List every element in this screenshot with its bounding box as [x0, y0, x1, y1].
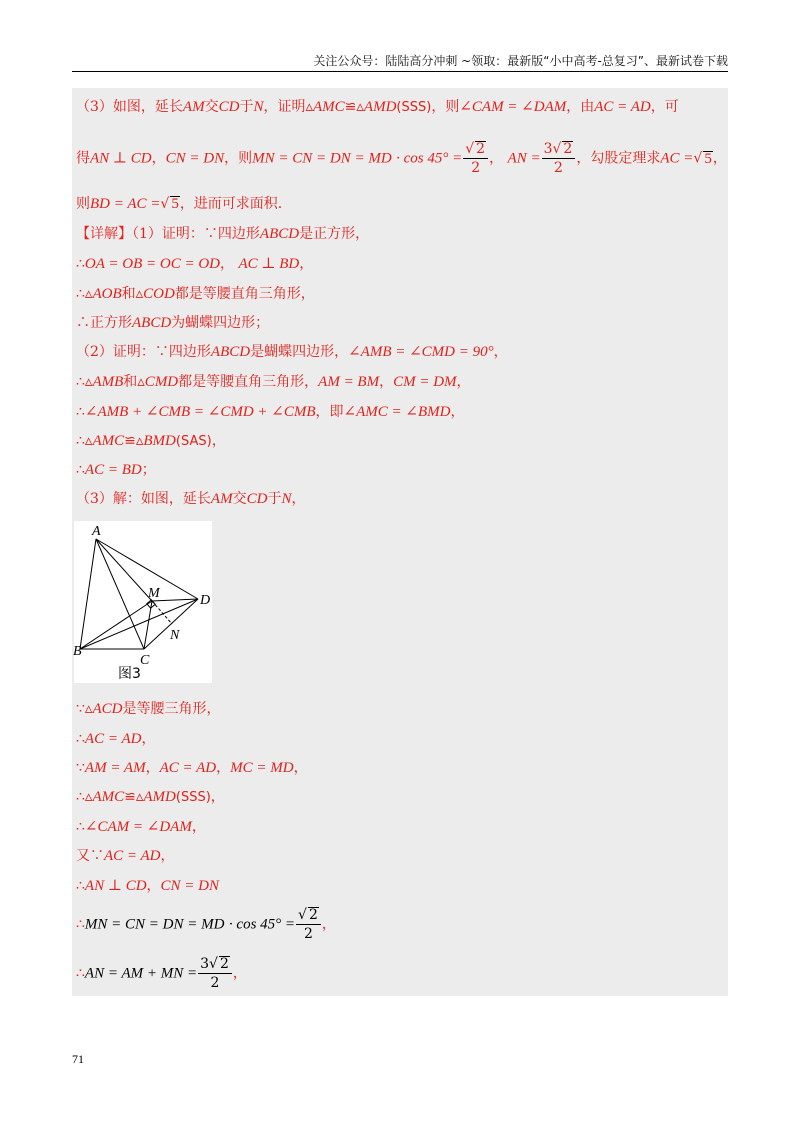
figure-svg	[74, 521, 212, 683]
therefore-symbol: ∴	[76, 286, 85, 302]
equation: AN = AM + MN =	[84, 965, 198, 982]
text: （3）解：如图，延长	[76, 491, 211, 507]
solution-line-9	[76, 459, 724, 479]
segment-ab	[80, 539, 96, 649]
equation: MN = CN = DN = MD	[252, 150, 392, 167]
criterion-label: (SAS)	[175, 434, 212, 449]
radicand: 5	[704, 150, 712, 167]
segment-label: CD	[246, 491, 268, 507]
equation: AC = AD	[594, 99, 651, 115]
header-divider	[72, 71, 728, 72]
fraction: $\frac{3√ 2}{2}$	[198, 955, 232, 992]
segment-ad	[96, 539, 198, 599]
triangle-label: ▵AMB	[84, 374, 124, 390]
coefficient: 3	[200, 956, 210, 972]
geometry-figure	[74, 521, 212, 683]
triangle-label: ▵CMD	[137, 374, 179, 390]
hint-text: ，由	[566, 99, 595, 115]
therefore-symbol: ∴	[76, 789, 85, 805]
separator: ，	[210, 789, 225, 805]
equation: AC = AD	[84, 731, 142, 747]
perpendicular-statement: AN ⊥ CD	[84, 878, 147, 894]
denominator: 2	[554, 160, 563, 176]
congruent-symbol: ≌	[124, 433, 136, 449]
shape-label: ABCD	[132, 315, 172, 331]
hint-line-2: 得AN ⊥ CD，CN = DN，则MN = CN = DN = MD · cos 45° = $\frac{√ 2}{2}$ ， AN = $\frac{3√ 2}{2}$ ，勾股定理求AC =√ 5，	[76, 141, 727, 176]
solution-line-10	[76, 488, 724, 508]
triangle-label: ▵AMC	[305, 99, 345, 115]
text: 和	[121, 286, 136, 302]
equation: MC = MD	[230, 760, 294, 776]
separator: ，	[321, 916, 336, 933]
separator: ，	[146, 878, 161, 894]
therefore-symbol: ∴	[76, 404, 85, 420]
triangle-label: ▵AMD	[356, 99, 397, 115]
segment-label: AM	[210, 491, 233, 507]
denominator: 2	[471, 160, 481, 176]
denominator: 2	[304, 926, 313, 942]
triangle-label: ▵BMD	[135, 433, 176, 449]
equation: MN = CN = DN = MD	[84, 916, 225, 933]
therefore-symbol: ∴	[76, 462, 85, 478]
cont-line-7	[76, 875, 724, 895]
separator: ，	[456, 374, 471, 390]
separator: ，	[450, 404, 465, 420]
perpendicular-statement: AN ⊥ CD	[90, 150, 152, 167]
radicand: 2	[476, 141, 486, 157]
separator: ，	[191, 819, 206, 835]
triangle-label: ▵ACD	[84, 701, 123, 717]
separator: ，	[141, 731, 156, 747]
text: 为蝴蝶四边形；	[171, 315, 270, 331]
separator: ，	[712, 150, 727, 167]
equation: AC = AD	[104, 848, 161, 864]
therefore-symbol: ∴	[76, 256, 85, 272]
therefore-symbol: ∴	[76, 374, 85, 390]
angle-equation: ∠AMB = ∠CMD = 90°	[348, 344, 494, 360]
hint-text: 于	[239, 99, 254, 115]
cont-line-1	[76, 698, 724, 718]
because-symbol: ∵	[76, 701, 85, 717]
angle-equation: ∠CAM = ∠DAM	[84, 819, 192, 835]
hint-text: ，则	[224, 150, 253, 167]
angle-equation: ∠CAM = ∠DAM	[459, 99, 567, 115]
text: 都是等腰直角三角形，	[178, 374, 319, 390]
hint-text: ，勾股定理求	[576, 150, 661, 167]
cont-line-8	[76, 906, 724, 943]
cosine-expression: · cos 45° =	[396, 150, 463, 167]
text: 是蝴蝶四边形，	[250, 344, 349, 360]
hint-line-3: 则BD = AC =√ 5，进而可求面积.	[76, 196, 283, 212]
point-label: N	[253, 99, 264, 115]
page-header: 关注公众号：陆陆高分冲刺 ~领取：最新版“小中高考-总复习”、最新试卷下载	[313, 54, 728, 68]
separator: ，	[151, 150, 166, 167]
separator: ，	[489, 150, 504, 167]
cont-line-3	[76, 757, 724, 777]
hint-text: 则	[76, 196, 90, 212]
detail-tag: 【详解】	[76, 226, 132, 242]
point-label: N	[281, 491, 292, 507]
equation: AC =	[660, 150, 694, 167]
perpendicular-statement: AC ⊥ BD	[238, 256, 300, 272]
separator: ，	[493, 344, 508, 360]
label-point-d: D	[200, 593, 211, 608]
therefore-symbol: ∴	[76, 916, 85, 933]
separator: ，	[291, 491, 306, 507]
separator: ，	[232, 965, 247, 982]
solution-line-5	[76, 341, 724, 361]
radicand: 2	[563, 141, 573, 157]
segment-bd	[80, 599, 198, 649]
separator: ，	[299, 256, 314, 272]
text: 交	[232, 491, 247, 507]
because-symbol: ∵	[76, 760, 85, 776]
equation: AM = AM	[84, 760, 146, 776]
cont-line-4	[76, 786, 724, 806]
solution-line-7	[76, 401, 724, 421]
shape-label: ABCD	[259, 226, 300, 242]
hint-text: ，则	[431, 99, 460, 115]
solution-line-6	[76, 371, 724, 391]
coefficient: 3	[543, 141, 553, 157]
label-point-b: B	[73, 644, 82, 659]
therefore-symbol: ∴	[76, 819, 85, 835]
text: 都是等腰直角三角形，	[174, 286, 315, 302]
shape-label: ABCD	[210, 344, 251, 360]
therefore-symbol: ∴	[76, 965, 85, 982]
equation: CN = DN	[165, 150, 225, 167]
text: 又∵	[76, 848, 104, 864]
hint-line-1	[76, 96, 724, 116]
text: ∴正方形	[76, 315, 132, 331]
angle-equation: ∠AMC = ∠BMD	[343, 404, 451, 420]
equation: BD = AC =	[90, 196, 161, 212]
therefore-symbol: ∴	[76, 433, 85, 449]
equation: OA = OB = OC = OD	[84, 256, 221, 272]
cont-line-6	[76, 845, 724, 865]
radicand: 5	[171, 196, 179, 212]
solution-line-4	[76, 312, 724, 332]
segment-label: CD	[218, 99, 240, 115]
equation: CM = DM	[393, 374, 457, 390]
triangle-label: ▵AMC	[84, 433, 125, 449]
text: ，即	[315, 404, 344, 420]
therefore-symbol: ∴	[76, 878, 85, 894]
solution-line-8	[76, 430, 724, 450]
therefore-symbol: ∴	[76, 731, 85, 747]
label-point-m: M	[148, 586, 160, 601]
hint-text: （3）如图，延长	[76, 99, 183, 115]
label-point-n: N	[170, 628, 180, 643]
triangle-label: ▵AMC	[84, 789, 125, 805]
text: 是等腰三角形，	[122, 701, 221, 717]
angle-equation: ∠AMB + ∠CMB = ∠CMD + ∠CMB	[84, 404, 316, 420]
separator: ，	[145, 760, 160, 776]
text: （2）证明：∵四边形	[76, 344, 211, 360]
triangle-label: ▵AMD	[135, 789, 176, 805]
separator: ，	[211, 433, 226, 449]
congruent-symbol: ≌	[344, 99, 357, 115]
cosine-expression: · cos 45° =	[228, 916, 296, 933]
text: 于	[267, 491, 282, 507]
text: 和	[123, 374, 138, 390]
hint-text: ，可	[650, 99, 679, 115]
solution-line-1	[76, 223, 724, 243]
separator: ；	[141, 462, 156, 478]
triangle-label: ▵AOB	[84, 286, 122, 302]
figure-caption: 图3	[118, 666, 141, 682]
text: （1）证明：∵四边形	[132, 226, 260, 242]
cont-line-5	[76, 816, 724, 836]
solution-line-2	[76, 253, 724, 273]
page-number: 71	[72, 1052, 84, 1066]
cont-line-2	[76, 728, 724, 748]
separator: ，	[160, 848, 175, 864]
criterion-label: (SSS)	[396, 100, 432, 115]
fraction: $\frac{√ 2}{2}$	[296, 906, 321, 943]
cont-line-9	[76, 955, 724, 992]
segment-label: AM	[182, 99, 205, 115]
separator: ，	[216, 760, 231, 776]
hint-text: 得	[76, 150, 90, 167]
text: 是正方形，	[299, 226, 370, 242]
radicand: 2	[308, 907, 318, 923]
criterion-label: (SSS)	[175, 790, 211, 805]
solution-line-3	[76, 283, 724, 303]
label-point-c: C	[140, 653, 150, 668]
denominator: 2	[210, 975, 220, 991]
separator: ，	[220, 256, 235, 272]
equation: AM = BM	[318, 374, 380, 390]
congruent-symbol: ≌	[124, 789, 136, 805]
separator: ，	[379, 374, 394, 390]
segment-am	[96, 539, 152, 601]
separator: ，	[293, 760, 308, 776]
hint-text: ，证明	[263, 99, 306, 115]
fraction: $\frac{√ 2}{2}$	[463, 140, 488, 177]
fraction: $\frac{3√ 2}{2}$	[542, 140, 576, 177]
equation: CN = DN	[160, 878, 220, 894]
equation: AC = BD	[84, 462, 142, 478]
equation: AC = AD	[159, 760, 217, 776]
hint-text: 交	[204, 99, 219, 115]
radicand: 2	[219, 956, 229, 972]
label-point-a: A	[92, 524, 101, 539]
equation: AN =	[507, 150, 541, 167]
triangle-label: ▵COD	[135, 286, 175, 302]
hint-text: ，进而可求面积.	[179, 196, 283, 212]
